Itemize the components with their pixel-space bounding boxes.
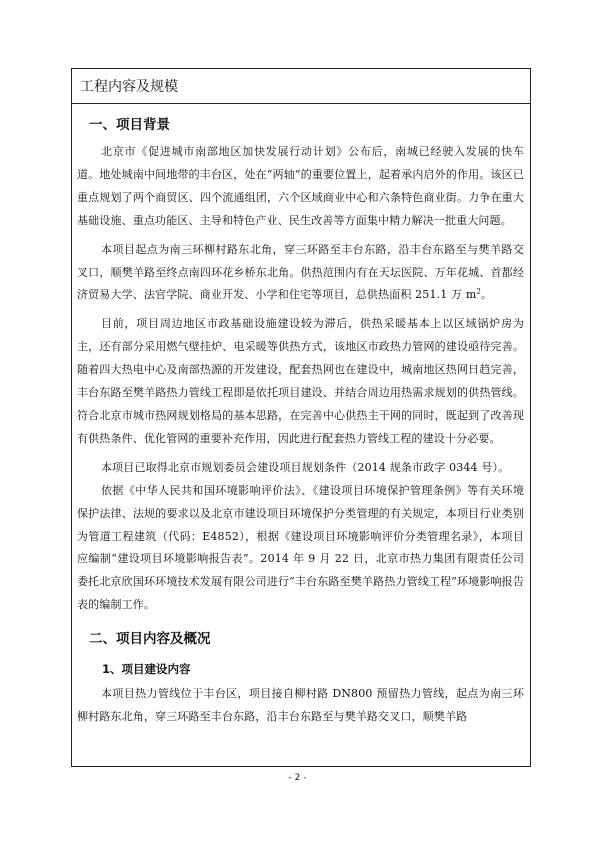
- area-unit-superscript: 2: [476, 287, 482, 296]
- paragraph-project-route-end: 。: [481, 288, 493, 302]
- document-body: [77, 109, 524, 735]
- paragraph-legal-basis: 依据《中华人民共和国环境影响评价法》、《建设项目环境保护管理条例》等有关环境保护法律、法规的要求以及北京市建设项目环境保护分类管理的有关规定，本项目行业类别为管道工程建筑（代码：E4852），根据《建设项目环境影响评价分类管理名录》，本项目应编制“建设项目环境影响报告表”。2014 年 9 月 22 日，北京市热力集团有限责任公司委托北京欣国环环境技术发展有限公司进行“丰台东路至樊羊路热力管线工程”环境影响报告表的编制工作。: [77, 483, 524, 612]
- paragraph-project-route: [77, 239, 524, 308]
- content-table-frame: [71, 68, 531, 767]
- page-number: - 2 -: [288, 773, 307, 783]
- heading-project-background: 一、项目背景: [89, 117, 170, 133]
- section-title: 工程内容及规模: [80, 79, 178, 95]
- paragraph-pipeline-route: 本项目热力管线位于丰台区，项目接自柳村路 DN800 预留热力管线，起点为南三环柳村路东北角，穿三环路至丰台东路，沿丰台东路至与樊羊路交叉口，顺樊羊路: [77, 687, 524, 724]
- header-divider: [72, 103, 530, 104]
- paragraph-project-route-text: 本项目起点为南三环柳村路东北角，穿三环路至丰台东路，沿丰台东路至与樊羊路交叉口，顺樊羊路至终点南四环花乡桥东北角。供热范围内有在天坛医院、万年花城、首都经济贸易大学、法官学院、商业开发、小学和住宅等项目，总供热面积 251.1 万 m: [77, 242, 524, 302]
- heading-project-overview: 二、项目内容及概况: [89, 631, 211, 648]
- heading-construction-content: 1、项目建设内容: [102, 662, 191, 677]
- paragraph-current-situation: 目前，项目周边地区市政基础设施建设较为滞后，供热采暖基本上以区域锅炉房为主，还有部分采用燃气壁挂炉、电采暖等供热方式，该地区市政热力管网的建设亟待完善。随着四大热电中心及南部热源的开发建设，配套热网也在建设中，城南地区热网日趋完善，丰台东路至樊羊路热力管线工程即是依托项目建设、并结合周边用热需求规划的供热管线。符合北京市城市热网规划格局的基本思路，在完善中心供热主干网的同时，既起到了改善现有供热条件、优化管网的重要补充作用，因此进行配套热力管线工程的建设十分必要。: [77, 317, 524, 445]
- paragraph-planning-approval: 本项目已取得北京市规划委员会建设项目规划条件（2014 规条市政字 0344 号）。: [101, 460, 510, 474]
- paragraph-policy-context: 北京市《促进城市南部地区加快发展行动计划》公布后，南城已经驶入发展的快车道。地处城南中间地带的丰台区，处在“两轴”的重要位置上，起着承内启外的作用。该区已重点规划了两个商贸区、四个流通组团，六个区域商业中心和六条特色商业街。力争在重大基础设施、重点功能区、主导和特色产业、民生改善等方面集中精力解决一批重大问题。: [77, 145, 524, 227]
